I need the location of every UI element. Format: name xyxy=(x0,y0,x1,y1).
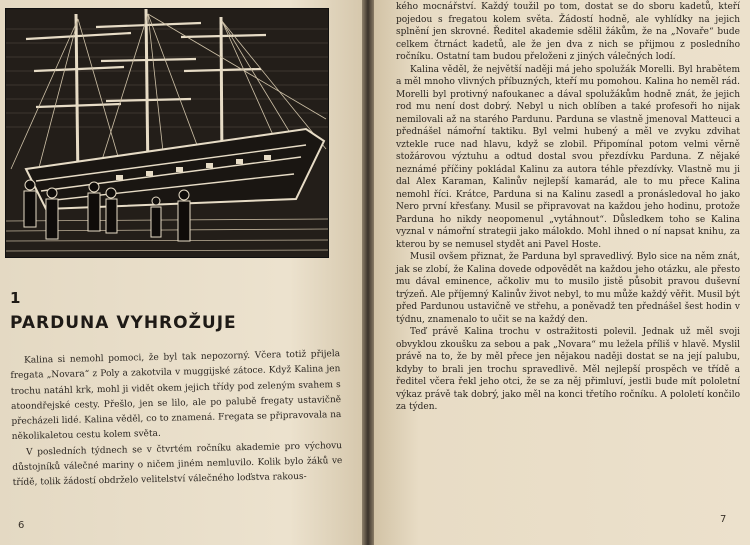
left-body-text xyxy=(10,347,343,492)
paragraph: kého mocnářství. Každý toužil po tom, dostat se do sboru kadetů, kteří pojedou s fregatou kolem světa. Žádostí hodně, ale vyhlídky na jejich splnění jen skrovné. Ředitel akademie sdělil žákům, že na „Novaře“ bude celkem čtrnáct kadetů, ale že jen dva z nich se přijmou z posledního ročníku. Ostatní tam budou přeloženi z jiných válečných lodí. xyxy=(396,2,740,62)
right-page xyxy=(374,0,750,545)
left-page xyxy=(0,0,362,545)
paragraph: Kalina si nemohl pomoci, že byl tak nepozorný. Včera totiž přijela fregata „Novara“ z Poly a zakotvila v muggijské zátoce. Když Kalina jen trochu natáhl krk, mohl ji vidět okem jejich třídy pod zeleným svahem s atoondřejské cesty. Přešlo, jen se lilo, ale po palubě fregaty ustavičně přecházeli lidé. Kalina věděl, co to znamená. Fregata se připravovala na několikaletou cestu kolem světa. xyxy=(10,349,342,443)
paragraph: Musil ovšem přiznat, že Parduna byl spravedlivý. Bylo sice na něm znát, jak se zlobí, že Kalina dovede odpovědět na každou jeho otázku, ale přesto mu dával eminence, ačkoliv mu to musilo jistě působit pravou duševní trýzeň. Ale příjemný Kalinův život nebyl, to mu může každý věřit. Musil být před Pardunou ustavičně ve střehu, a poněvadž ten přednášel šest hodin v týdnu, znamenalo to učit se na každý den. xyxy=(396,252,740,325)
book-gutter xyxy=(362,0,374,545)
page-number: 7 xyxy=(720,514,727,525)
chapter-number: 1 xyxy=(10,289,21,307)
right-body-text xyxy=(396,1,740,414)
paragraph: Teď právě Kalina trochu v ostražitosti polevil. Jednak už měl svoji obvyklou zkoušku za sebou a pak „Novara“ mu ležela příliš v hlavě. Myslil právě na to, že by měl přece jen nějakou naději dostat se na její palubu, kdyby to brali jen trochu spravedlivě. Měl nejlepší prospěch ve třídě a ředitel včera řekl jeho otci, že se za něj přimluví, jestli bude mít pololetní výkaz právě tak dobrý, jako měl na konci třetího ročníku. A pololetí končilo za týden. xyxy=(396,327,740,412)
page-number: 6 xyxy=(18,520,25,531)
paragraph: V posledních týdnech se v čtvrtém ročníku akademie pro výchovu důstojníků válečné mariny o ničem jiném nemluvilo. Kolik bylo žáků ve třídě, tolik žádostí obdrželo velitelství válečného loďstva rakous- xyxy=(12,440,343,489)
paragraph: Kalina věděl, že největší naději má jeho spolužák Morelli. Byl hrabětem a měl mnoho vlivných příbuzných, kteří mu pomohou. Kalina ho neměl rád. Morelli byl protivný nafoukanec a dával spolužákům hodně znát, že jejich rod mu není dost dobrý. Nebyl u nich oblíben a také profesoři ho nijak nemilovali až na starého Pardunu. Parduna se vlastně jmenoval Matteuci a přednášel námořní taktiku. Byl velmi hubený a měl ve zvyku zdvihat vztekle ruce nad hlavu, když se zlobil. Připomínal potom velmi věrně stožárovou výztuhu a odtud dostal svou přezdívku Parduna. Z nějaké neznámé příčiny pokládal Kalinu za autora téhle přezdívky. Vlastně mu ji dal Alex Karaman, Kalinův nejlepší kamarád, ale to mu přece Kalina nemohl říci. Krátce, Parduna si na Kalinu zasedl a pronásledoval ho jako Nero první křesťany. Musil se připravovat na každou jeho hodinu, protože Parduna ho nikdy neopomenul „vytáhnout“. Důsledkem toho se Kalina vyznal v námořní strategii jako málokdo. Mohl ihned o ní napsat knihu, za kterou by se nemusel stydět ani Pavel Hoste. xyxy=(396,64,740,250)
ship-illustration xyxy=(5,8,329,258)
chapter-title: PARDUNA VYHROŽUJE xyxy=(10,313,237,333)
